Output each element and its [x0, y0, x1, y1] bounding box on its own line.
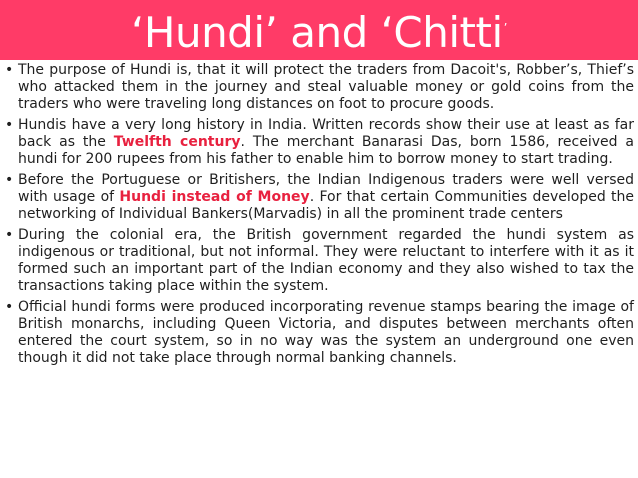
bullet-dot-icon: •: [5, 299, 14, 315]
bullet-text-post: . The merchant Banarasi Das, born 1586, received a hundi for 200 rupees from his father to enable him to borrow money to start trading.: [18, 134, 634, 167]
bullet-dot-icon: •: [5, 227, 14, 243]
bullet-dot-icon: •: [5, 172, 14, 188]
bullet-text: The purpose of Hundi is, that it will protect the traders from Dacoit's, Robber’s, Thief’s who attacked them in the journey and steal valuable money or gold coins from the traders who were traveling long distances on foot to procure goods.: [18, 62, 634, 112]
bullet-highlight: Twelfth century: [113, 134, 241, 150]
bullet-item-3: [4, 172, 634, 223]
bullet-list: [4, 62, 634, 371]
bullet-item-2: [4, 117, 634, 168]
slide-title: [131, 0, 507, 63]
slide-title-main: ‘Hundi’ and ‘Chitti: [131, 7, 503, 57]
bullet-highlight: Hundi instead of Money: [119, 189, 310, 205]
bullet-text: Before the Portuguese or Britishers, the Indian Indigenous traders were well versed with usage of: [18, 172, 634, 205]
bullet-dot-icon: •: [5, 62, 14, 78]
bullet-item-4: [4, 227, 634, 295]
bullet-text-post: . For that certain Communities developed the networking of Individual Bankers(Marvadis) in all the prominent trade centers: [18, 189, 634, 222]
title-bar: [0, 0, 638, 60]
bullet-text: Official hundi forms were produced incorporating revenue stamps bearing the image of British monarchs, including Queen Victoria, and disputes between merchants often entered the court system, so in no way was the system an underground one even though it did not take place through normal banking channels.: [18, 299, 634, 366]
slide-title-tail: ’: [503, 20, 507, 35]
bullet-dot-icon: •: [5, 117, 14, 133]
bullet-item-1: [4, 62, 634, 113]
bullet-item-5: [4, 299, 634, 367]
bullet-text: Hundis have a very long history in India. Written records show their use at least as far back as the: [18, 117, 634, 150]
bullet-text: During the colonial era, the British government regarded the hundi system as indigenous or traditional, but not informal. They were reluctant to interfere with it as it formed such an important part of the Indian economy and they also wished to tax the transactions taking place within the system.: [18, 227, 634, 294]
